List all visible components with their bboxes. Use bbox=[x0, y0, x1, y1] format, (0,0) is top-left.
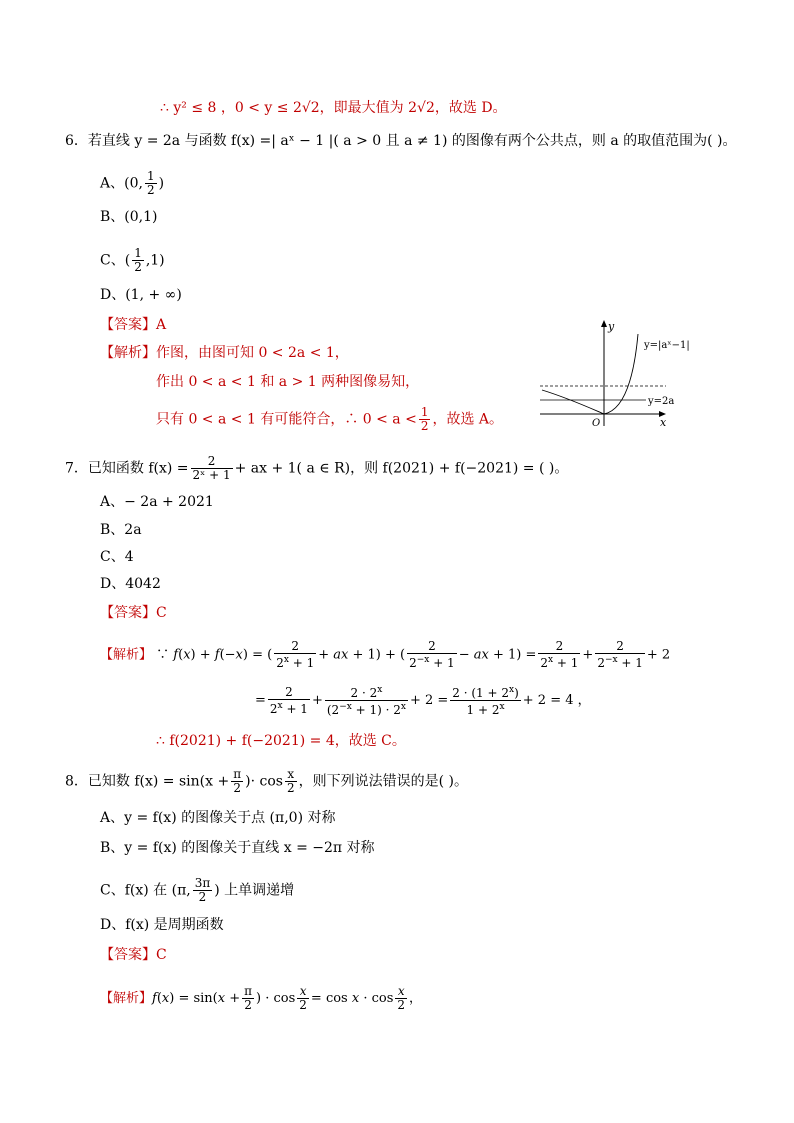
solution-8: 【解析】f(x) = sin(x + $\frac{\pi}{2}$ ) · cos $\frac{x}{2}$ = cos x · cos $\frac{x}{2}$ ， bbox=[100, 984, 423, 1012]
option-b: B、(0,1) bbox=[100, 209, 158, 225]
solution-7-line1: 【解析】 ∵ f(x) + f(−x) = ( $\frac{2}{2^x + 1}$ + ax + 1) + ( $\frac{2}{2^{-x} + 1}$ − ax + 1) = $\frac{2}{2^x + 1}$ + $\frac{2}{2^{-x} + 1}$ + 2 bbox=[100, 639, 671, 670]
option-a: A、y = f(x) 的图像关于点 (π,0) 对称 bbox=[100, 810, 336, 826]
solution-7-line2: = $\frac{2}{2^x + 1}$ + $\frac{2 \cdot 2^x}{(2^{-x} + 1) \cdot 2^x}$ + 2 = $\frac{2 \cdot (1 + 2^x)}{1 + 2^x}$ + 2 = 4 ， bbox=[255, 684, 591, 717]
option-b: B、y = f(x) 的图像关于直线 x = −2π 对称 bbox=[100, 840, 375, 856]
label-y: y bbox=[608, 320, 615, 333]
option-d: D、4042 bbox=[100, 576, 161, 592]
option-d: D、f(x) 是周期函数 bbox=[100, 917, 224, 933]
solution-6-line1: 【解析】作图，由图可知 0 < 2a < 1， bbox=[100, 345, 349, 361]
option-a: A、(0, $\frac{1}{2}$ ) bbox=[100, 169, 165, 197]
solution-6-line2: 作出 0 < a < 1 和 a > 1 两种图像易知， bbox=[156, 374, 420, 390]
label-curve: y=|aˣ−1| bbox=[644, 340, 690, 351]
step-line: ∴ y² ≤ 8 ，0 < y ≤ 2√2，即最大值为 2√2，故选 D。 bbox=[160, 100, 507, 116]
option-a: A、− 2a + 2021 bbox=[100, 494, 214, 510]
solution-6-line3: 只有 0 < a < 1 有可能符合，∴ 0 < a < $\frac{1}{2}$ ，故选 A。 bbox=[156, 405, 504, 433]
option-b: B、2a bbox=[100, 522, 142, 538]
question-7: 7．已知函数 f(x) = $\frac{2}{\text{2ˣ + 1}}$ + ax + 1( a ∈ R)，则 f(2021) + f(−2021) = ( )。 bbox=[65, 454, 569, 482]
label-x: x bbox=[660, 416, 667, 428]
option-c: C、f(x) 在 (π, $\frac{3\pi}{2}$ ) 上单调递增 bbox=[100, 876, 295, 904]
curve-right bbox=[604, 334, 638, 414]
curve-left bbox=[542, 390, 604, 414]
answer-7: 【答案】C bbox=[100, 605, 167, 621]
function-graph bbox=[538, 318, 700, 428]
option-d: D、(1, + ∞) bbox=[100, 287, 182, 303]
label-line: y=2a bbox=[648, 396, 675, 407]
solution-7-line3: ∴ f(2021) + f(−2021) = 4，故选 C。 bbox=[156, 733, 406, 749]
label-origin: O bbox=[592, 418, 601, 428]
answer-6: 【答案】A bbox=[100, 317, 167, 333]
option-c: C、4 bbox=[100, 549, 134, 565]
option-c: C、( $\frac{1}{2}$ ,1) bbox=[100, 246, 165, 274]
y-arrow bbox=[601, 320, 607, 327]
answer-8: 【答案】C bbox=[100, 947, 167, 963]
question-6: 6．若直线 y = 2a 与函数 f(x) =| aˣ − 1 |( a > 0 且 a ≠ 1) 的图像有两个公共点，则 a 的取值范围为( )。 bbox=[65, 133, 737, 149]
question-8: 8．已知数 f(x) = sin(x + $\frac{\pi}{2}$ )· cos $\frac{x}{2}$ ，则下列说法错误的是( )。 bbox=[65, 767, 468, 795]
